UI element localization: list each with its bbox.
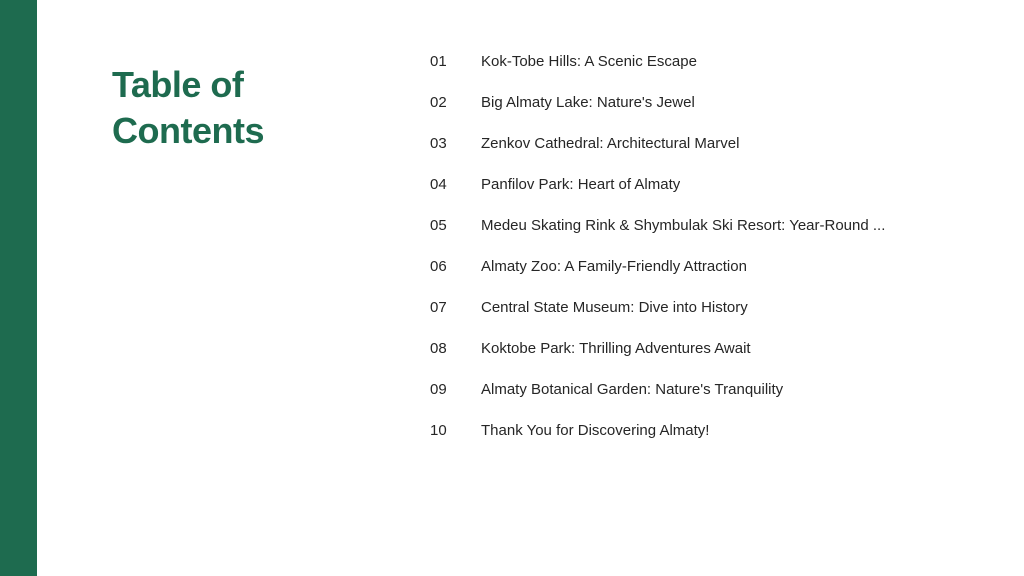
- toc-item-number: 04: [430, 176, 447, 193]
- toc-item-title: Medeu Skating Rink & Shymbulak Ski Resort: Year-Round ...: [481, 217, 886, 234]
- toc-item[interactable]: [430, 82, 990, 123]
- toc-list: [430, 41, 990, 451]
- toc-item-number: 09: [430, 381, 447, 398]
- toc-item-title: Thank You for Discovering Almaty!: [481, 422, 710, 439]
- toc-item-number: 08: [430, 340, 447, 357]
- toc-item-title: Big Almaty Lake: Nature's Jewel: [481, 94, 695, 111]
- toc-item-title: Zenkov Cathedral: Architectural Marvel: [481, 135, 740, 152]
- toc-item[interactable]: [430, 246, 990, 287]
- toc-item[interactable]: [430, 205, 990, 246]
- toc-item-title: Central State Museum: Dive into History: [481, 299, 748, 316]
- accent-side-bar: [0, 0, 37, 576]
- page-title: Table of Contents: [112, 64, 264, 151]
- toc-item-number: 05: [430, 217, 447, 234]
- toc-item-number: 07: [430, 299, 447, 316]
- toc-item-number: 02: [430, 94, 447, 111]
- toc-item-title: Almaty Zoo: A Family-Friendly Attraction: [481, 258, 747, 275]
- toc-item[interactable]: [430, 369, 990, 410]
- toc-item-number: 01: [430, 53, 447, 70]
- toc-item-title: Kok-Tobe Hills: A Scenic Escape: [481, 53, 697, 70]
- toc-item[interactable]: [430, 41, 990, 82]
- toc-item[interactable]: [430, 328, 990, 369]
- toc-item-number: 03: [430, 135, 447, 152]
- toc-item[interactable]: [430, 410, 990, 451]
- toc-item[interactable]: [430, 164, 990, 205]
- toc-item-title: Panfilov Park: Heart of Almaty: [481, 176, 681, 193]
- toc-item-title: Almaty Botanical Garden: Nature's Tranquility: [481, 381, 784, 398]
- toc-item-number: 06: [430, 258, 447, 275]
- toc-item-number: 10: [430, 422, 447, 439]
- toc-item[interactable]: [430, 123, 990, 164]
- toc-item-title: Koktobe Park: Thrilling Adventures Await: [481, 340, 751, 357]
- toc-item[interactable]: [430, 287, 990, 328]
